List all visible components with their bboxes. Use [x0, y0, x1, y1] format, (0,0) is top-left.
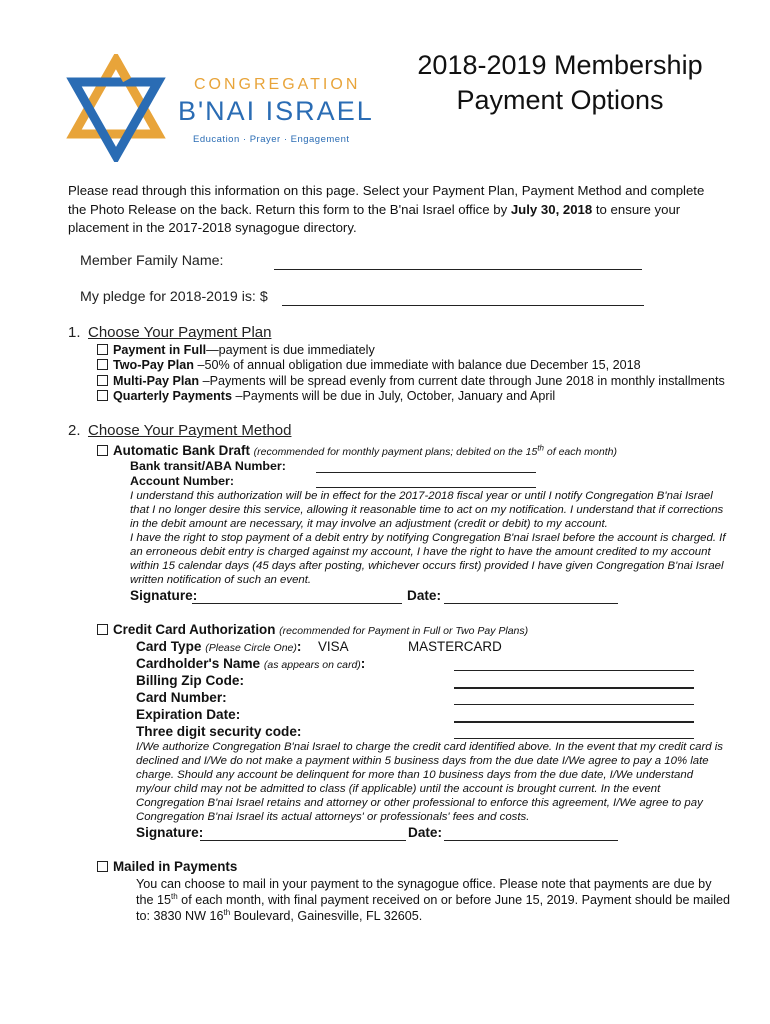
account-number-line[interactable]: [316, 474, 536, 488]
pledge-amount-line[interactable]: [282, 290, 644, 306]
section-1-heading: [68, 324, 271, 341]
cardholder-colon: :: [360, 656, 366, 671]
cardholder-row: [136, 656, 365, 671]
bank-authorization-paragraph-2: I have the right to stop payment of a debit entry by notifying Congregation B'nai Israel before the account is charged. If an erroneous debit entry is charged against my account, I have the right to have the amount credited to my account within 15 calendar days (45 days after posting, whichever occurs first) provided I have given Congregation B'nai Israel written notification of such an event.: [130, 532, 726, 586]
credit-date-line[interactable]: [444, 826, 618, 841]
bank-transit-label: Bank transit/ABA Number:: [130, 459, 286, 473]
card-number-label: Card Number:: [136, 690, 227, 705]
card-number-line[interactable]: [454, 690, 694, 705]
card-type-hint: (Please Circle One): [205, 642, 297, 654]
mail-text-c: Boulevard, Gainesville, FL 32605.: [230, 909, 423, 923]
plan-full-checkbox[interactable]: [97, 344, 108, 355]
bank-note-a: (recommended for monthly payment plans; debited on the 15: [253, 446, 538, 458]
card-type-mastercard[interactable]: MASTERCARD: [408, 639, 502, 654]
plan-multi-pay-desc: –Payments will be spread evenly from current date through June 2018 in monthly installments: [199, 374, 725, 388]
card-type-colon: :: [296, 639, 302, 654]
plan-quarterly-desc: –Payments will be due in July, October, January and April: [232, 389, 556, 403]
plan-multi-pay-label: Multi-Pay Plan: [113, 374, 200, 388]
member-family-name-line[interactable]: [274, 254, 642, 270]
plan-two-pay-desc: –50% of annual obligation due immediate with balance due December 15, 2018: [193, 358, 641, 372]
mail-text-b: of each month, with final payment received on or before June 15, 2019. Payment should be mailed to: 3830 NW 16: [136, 893, 731, 923]
plan-multi-pay-checkbox[interactable]: [97, 375, 108, 386]
bank-authorization-paragraph-1: I understand this authorization will be in effect for the 2017-2018 fiscal year or until I notify Congregation B'nai Israel that I no longer desire this service, allowing it reasonable time to act on my notification. I understand that if corrections in the debit amount are necessary, it may involve an adjustment (credit or debit) to my account.: [130, 490, 724, 530]
bank-signature-label: Signature:: [130, 588, 198, 603]
bank-date-line[interactable]: [444, 589, 618, 604]
section-2-heading: [68, 422, 291, 439]
mailed-payments-label: Mailed in Payments: [113, 859, 238, 874]
expiration-label: Expiration Date:: [136, 707, 241, 722]
section-1-number: 1.: [68, 324, 81, 341]
intro-paragraph: [68, 182, 708, 238]
title-line-2: Payment Options: [456, 85, 664, 115]
bank-note-sup: th: [537, 443, 544, 453]
plan-multi-pay: [97, 374, 725, 390]
plan-payment-in-full: [97, 343, 375, 359]
logo-congregation-text: CONGREGATION: [194, 76, 361, 93]
cardholder-hint: (as appears on card): [263, 659, 361, 671]
zip-label: Billing Zip Code:: [136, 673, 244, 688]
mailed-payments-checkbox[interactable]: [97, 861, 108, 872]
card-type-visa[interactable]: VISA: [318, 639, 349, 654]
bank-draft-option: [97, 443, 617, 461]
title-line-1: 2018-2019 Membership: [417, 50, 703, 80]
cardholder-label: Cardholder's Name: [136, 656, 261, 671]
member-family-name-label: Member Family Name:: [80, 253, 224, 269]
plan-quarterly-label: Quarterly Payments: [113, 389, 232, 403]
pledge-label-text: My pledge for 2018-2019 is:: [80, 289, 256, 305]
security-code-label: Three digit security code:: [136, 724, 302, 739]
account-number-label: Account Number:: [130, 474, 234, 488]
section-2-title: Choose Your Payment Method: [88, 422, 292, 439]
bank-date-label: Date:: [407, 588, 441, 603]
plan-two-pay-checkbox[interactable]: [97, 359, 108, 370]
credit-card-option: [97, 622, 528, 640]
credit-date-label: Date:: [408, 825, 442, 840]
credit-card-note: (recommended for Payment in Full or Two Pay Plans): [279, 625, 529, 637]
bank-signature-line[interactable]: [192, 589, 402, 604]
mailed-payments-option: [97, 859, 237, 875]
bank-draft-label: Automatic Bank Draft: [113, 443, 250, 458]
bank-draft-note: [253, 443, 617, 458]
plan-full-label: Payment in Full: [113, 343, 207, 357]
intro-text-2: to ensure your placement in the 2017-2018 synagogue directory.: [68, 201, 681, 235]
congregation-logo: [66, 54, 396, 164]
plan-two-pay-label: Two-Pay Plan: [113, 358, 194, 372]
security-code-line[interactable]: [454, 724, 694, 739]
section-2-number: 2.: [68, 422, 81, 439]
card-type-label: Card Type: [136, 639, 202, 654]
mailed-payments-text: [136, 876, 732, 924]
credit-authorization-paragraph: I/We authorize Congregation B'nai Israel to charge the credit card identified above. In the event that my credit card is declined and I/We do not make a payment within 5 business days from the due date I/We agree to pay a 10% late charge. Should any account be delinquent for more than 10 business days from the due date, I/We understand my/our child may not be admitted to class (if applicable) until the account is brought current. In the event Congregation B'nai Israel retains and attorney or other professional to enforce this agreement, I/We agree to pay Congregation B'nai Israel its actual attorneys' or professionals' fees and costs.: [136, 741, 724, 823]
plan-quarterly: [97, 389, 555, 405]
intro-text-1: Please read through this information on this page. Select your Payment Plan, Payment Method and complete the Photo Release on the back. Return this form to the B'nai Israel office by: [68, 183, 705, 217]
bank-note-b: of each month): [543, 446, 617, 458]
zip-line[interactable]: [454, 673, 694, 689]
mail-sup-1: th: [171, 891, 178, 901]
section-1-title: Choose Your Payment Plan: [88, 324, 272, 341]
plan-quarterly-checkbox[interactable]: [97, 390, 108, 401]
star-of-david-icon: [66, 54, 166, 162]
pledge-label: [80, 289, 268, 305]
bank-transit-line[interactable]: [316, 459, 536, 473]
expiration-line[interactable]: [454, 707, 694, 723]
page-title: [395, 48, 725, 118]
intro-deadline: July 30, 2018: [510, 201, 593, 217]
bank-draft-checkbox[interactable]: [97, 445, 108, 456]
card-type-row: [136, 639, 301, 654]
plan-two-pay: [97, 358, 641, 374]
pledge-currency: $: [259, 289, 268, 305]
logo-name-text: B'NAI ISRAEL: [178, 96, 374, 126]
credit-card-checkbox[interactable]: [97, 624, 108, 635]
credit-signature-label: Signature:: [136, 825, 204, 840]
logo-tagline: Education · Prayer · Engagement: [193, 134, 350, 145]
credit-card-label: Credit Card Authorization: [113, 622, 276, 637]
mail-text-a: You can choose to mail in your payment to the synagogue office. Please note that payments are due by the 15: [136, 877, 712, 907]
cardholder-line[interactable]: [454, 656, 694, 671]
mail-sup-2: th: [223, 907, 231, 917]
credit-signature-line[interactable]: [200, 826, 406, 841]
plan-full-desc: —payment is due immediately: [206, 343, 375, 357]
